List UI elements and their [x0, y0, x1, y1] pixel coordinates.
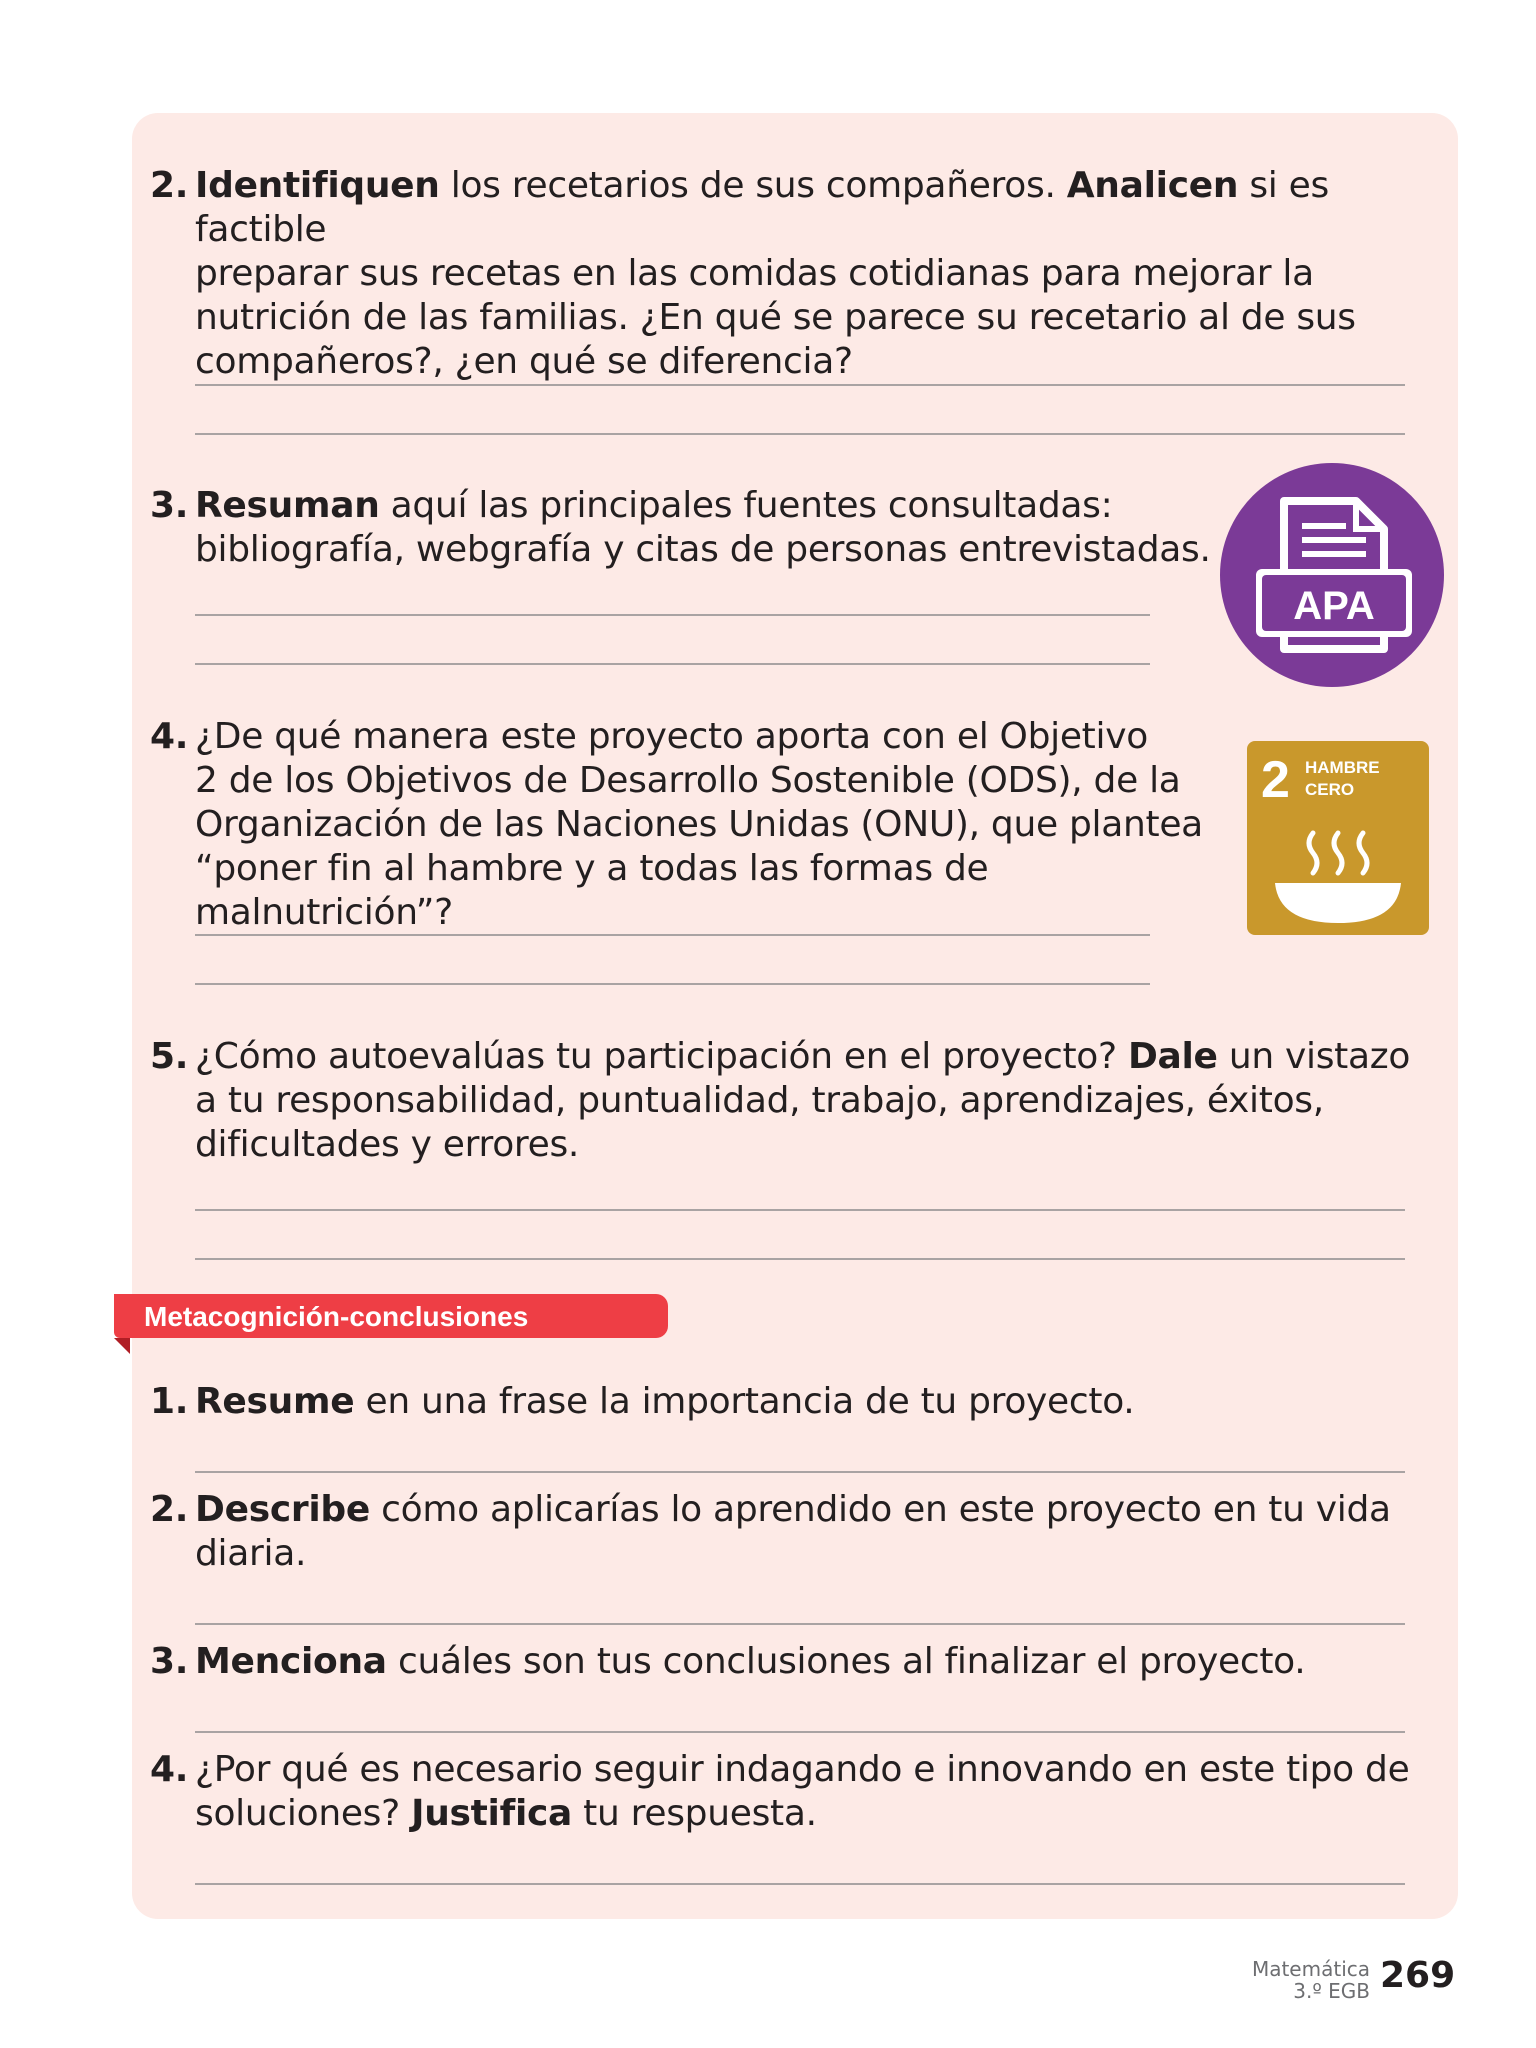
answer-line[interactable] — [195, 1623, 1405, 1625]
question-number: 3. — [150, 485, 189, 526]
question-line: soluciones? Justifica tu respuesta. — [195, 1793, 817, 1834]
meta-question-3 — [150, 1640, 1445, 1684]
meta-question-1 — [150, 1380, 1445, 1424]
question-line: Resuman aquí las principales fuentes consultadas: — [195, 485, 1113, 526]
question-4 — [150, 715, 1225, 935]
question-line: a tu responsabilidad, puntualidad, trabajo, aprendizajes, éxitos, — [195, 1080, 1324, 1121]
question-number: 4. — [150, 716, 189, 757]
question-line: preparar sus recetas en las comidas cotidianas para mejorar la — [195, 253, 1314, 294]
sdg-title-line2: CERO — [1305, 780, 1355, 799]
apa-citation-icon — [1220, 463, 1444, 687]
question-line: “poner fin al hambre y a todas las formas de malnutrición”? — [195, 848, 989, 933]
section-banner — [114, 1294, 668, 1338]
question-5 — [150, 1035, 1445, 1167]
question-line: 2 de los Objetivos de Desarrollo Sostenible (ODS), de la — [195, 760, 1181, 801]
question-2 — [150, 164, 1445, 384]
answer-line[interactable] — [195, 934, 1150, 936]
question-line: Resume en una frase la importancia de tu proyecto. — [195, 1381, 1135, 1422]
answer-line[interactable] — [195, 663, 1150, 665]
section-title: Metacognición-conclusiones — [144, 1301, 529, 1332]
answer-line[interactable] — [195, 433, 1405, 435]
meta-question-2 — [150, 1488, 1445, 1576]
question-number: 5. — [150, 1036, 189, 1077]
question-line: nutrición de las familias. ¿En qué se parece su recetario al de sus — [195, 297, 1356, 338]
question-line: Identifiquen los recetarios de sus compañeros. Analicen si es factible — [195, 165, 1329, 250]
question-number: 2. — [150, 165, 189, 206]
question-line: Menciona cuáles son tus conclusiones al finalizar el proyecto. — [195, 1641, 1306, 1682]
question-3 — [150, 484, 1215, 572]
banner-fold — [114, 1338, 130, 1354]
answer-line[interactable] — [195, 1731, 1405, 1733]
sdg-title-line1: HAMBRE — [1305, 758, 1380, 777]
meta-question-4 — [150, 1748, 1445, 1836]
question-number: 2. — [150, 1489, 189, 1530]
question-line: Organización de las Naciones Unidas (ONU), que plantea — [195, 804, 1203, 845]
answer-line[interactable] — [195, 384, 1405, 386]
answer-line[interactable] — [195, 1883, 1405, 1885]
question-number: 1. — [150, 1381, 189, 1422]
page-number: 269 — [1380, 1955, 1456, 1996]
question-line: diaria. — [195, 1533, 307, 1574]
question-number: 4. — [150, 1749, 189, 1790]
footer-grade: 3.º EGB — [1293, 1979, 1370, 2003]
question-line: compañeros?, ¿en qué se diferencia? — [195, 341, 853, 382]
sdg-number: 2 — [1261, 751, 1290, 809]
question-number: 3. — [150, 1641, 189, 1682]
answer-line[interactable] — [195, 1258, 1405, 1260]
answer-line[interactable] — [195, 614, 1150, 616]
sdg-zero-hunger-icon — [1247, 741, 1429, 935]
answer-line[interactable] — [195, 1471, 1405, 1473]
answer-line[interactable] — [195, 1209, 1405, 1211]
question-line: ¿De qué manera este proyecto aporta con el Objetivo — [195, 716, 1148, 757]
question-line: ¿Por qué es necesario seguir indagando e innovando en este tipo de — [195, 1749, 1410, 1790]
question-line: Describe cómo aplicarías lo aprendido en este proyecto en tu vida — [195, 1489, 1391, 1530]
question-line: bibliografía, webgrafía y citas de personas entrevistadas. — [195, 529, 1211, 570]
footer-subject: Matemática — [1251, 1957, 1370, 1981]
question-line: dificultades y errores. — [195, 1124, 580, 1165]
question-line: ¿Cómo autoevalúas tu participación en el proyecto? Dale un vistazo — [195, 1036, 1411, 1077]
apa-label: APA — [1293, 584, 1375, 628]
answer-line[interactable] — [195, 983, 1150, 985]
